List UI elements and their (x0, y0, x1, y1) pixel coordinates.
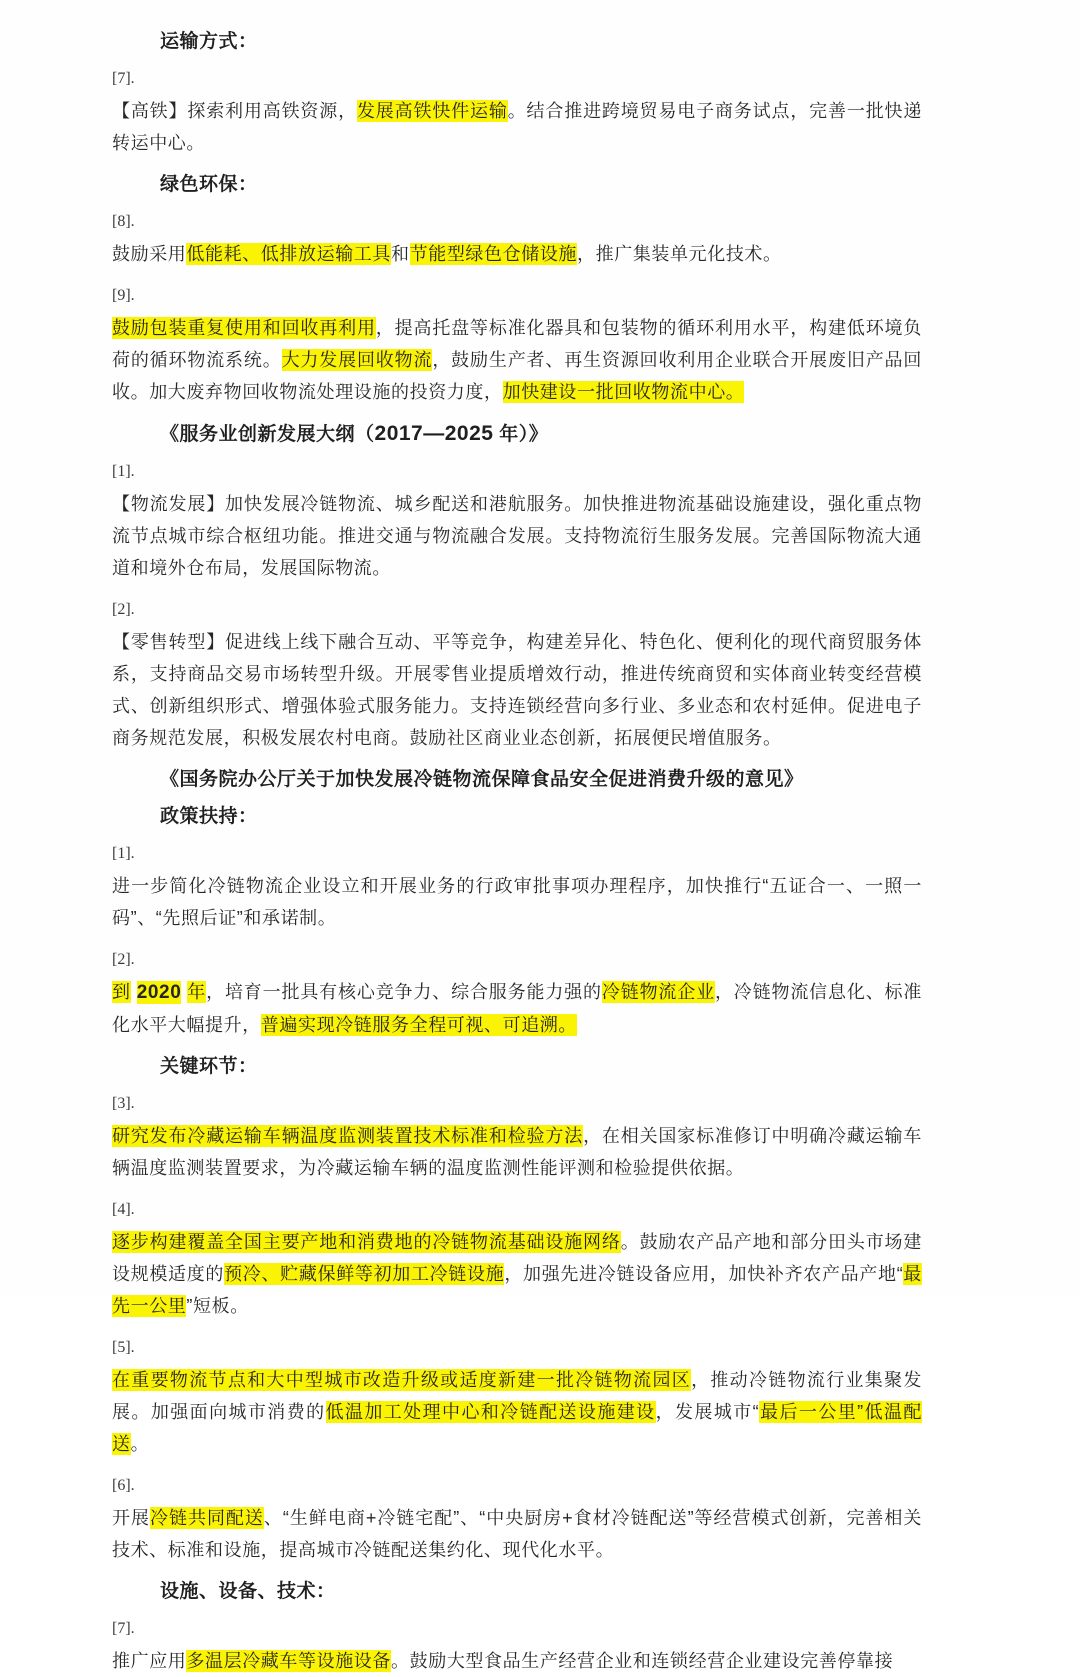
item-text (112, 1502, 922, 1566)
document-title (160, 418, 922, 451)
item-text (112, 95, 922, 159)
item-marker: [1]. (112, 463, 135, 480)
item-text (112, 870, 922, 934)
list-item (112, 1194, 922, 1322)
item-text (112, 1226, 922, 1322)
document-title-text (160, 418, 922, 451)
text-segment: 。鼓励大型食品生产经营企业和连锁经营企业建设完善停靠接 (391, 1651, 894, 1671)
text-segment: ，在相关国家标准修订中明确冷藏运输车辆温度监测装置要求，为冷藏运输车辆的温度监测性能评测和检验提供依据。 (112, 1126, 922, 1178)
item-marker: [2]. (112, 951, 135, 968)
section-heading (160, 1051, 922, 1083)
section-heading (160, 26, 922, 58)
list-item (112, 1088, 922, 1184)
list-item (112, 944, 922, 1041)
section-heading-text (160, 1576, 922, 1608)
section-heading-text (160, 26, 922, 58)
item-text (112, 488, 922, 584)
text-segment: 。结合推进跨境贸易电子商务试点，完善一批快递转运中心。 (112, 101, 922, 153)
highlighted-text: 逐步构建覆盖全国主要产地和消费地的冷链物流基础设施网络 (112, 1232, 621, 1252)
section-heading-text (160, 801, 922, 833)
list-item (112, 838, 922, 934)
highlighted-text: 到 (112, 982, 131, 1002)
highlighted-text: 发展高铁快件运输 (356, 101, 508, 121)
highlighted-text: 年 (187, 982, 207, 1002)
item-text (112, 1364, 922, 1460)
list-item (112, 594, 922, 754)
highlighted-text: 最先一公里 (112, 1264, 922, 1316)
section-heading (160, 169, 922, 201)
item-text (112, 238, 922, 270)
document-title-text (160, 764, 922, 796)
item-marker: [9]. (112, 287, 135, 304)
highlighted-text: 大力发展回收物流 (281, 350, 433, 370)
item-marker: [2]. (112, 601, 135, 618)
list-item (112, 206, 922, 270)
list-item (112, 280, 922, 408)
section-heading-text (160, 169, 922, 201)
text-segment: ，培育一批具有核心竞争力、综合服务能力强的 (206, 982, 602, 1002)
item-marker: [5]. (112, 1339, 135, 1356)
section-heading-text (160, 1051, 922, 1083)
text-segment: 进一步简化冷链物流企业设立和开展业务的行政审批事项办理程序，加快推行“五证合一、一照一码”、“先照后证”和承诺制。 (112, 876, 922, 928)
list-item (112, 456, 922, 584)
text-segment: 政策扶持： (160, 806, 258, 827)
text-segment: 绿色环保： (160, 174, 258, 195)
text-segment: 【物流发展】加快发展冷链物流、城乡配送和港航服务。加快推进物流基础设施建设，强化重点物流节点城市综合枢纽功能。推进交通与物流融合发展。支持物流衍生服务发展。完善国际物流大通道和境外仓布局，发展国际物流。 (112, 494, 922, 578)
text-segment: 【高铁】探索利用高铁资源， (112, 101, 357, 121)
text-segment: ，推动冷链物流行业集聚发展。加强面向城市消费的 (112, 1370, 923, 1422)
item-text (112, 976, 922, 1041)
text-segment: 运输方式： (160, 31, 258, 52)
item-marker: [6]. (112, 1477, 135, 1494)
highlighted-text: 鼓励包装重复使用和回收再利用 (112, 318, 376, 338)
text-segment: 开展 (112, 1508, 150, 1528)
item-marker: [1]. (112, 845, 135, 862)
item-text (112, 626, 922, 754)
text-segment: 设施、设备、技术： (160, 1581, 336, 1602)
text-segment: 年）》 (493, 424, 549, 445)
text-segment: 和 (391, 244, 410, 264)
highlighted-text: 最后一公里”低温配送 (112, 1402, 923, 1454)
highlighted-text: 低温加工处理中心和冷链配送设施建设 (325, 1402, 656, 1422)
text-segment: 2017—2025 (374, 422, 494, 445)
section-heading (160, 801, 922, 833)
text-segment: ，发展城市“ (655, 1402, 760, 1422)
text-segment: 关键环节： (160, 1056, 258, 1077)
highlighted-text: 节能型绿色仓储设施 (409, 244, 578, 264)
highlighted-text: 冷链物流企业 (601, 982, 715, 1002)
text-segment: 【零售转型】促进线上线下融合互动、平等竞争，构建差异化、特色化、便利化的现代商贸服务体系，支持商品交易市场转型升级。开展零售业提质增效行动，推进传统商贸和实体商业转变经营模式、创新组织形式、增强体验式服务能力。支持连锁经营向多行业、多业态和农村延伸。促进电子商务规范发展，积极发展农村电商。鼓励社区商业业态创新，拓展便民增值服务。 (112, 632, 922, 748)
highlighted-text: 2020 (136, 982, 182, 1003)
text-segment: 。 (130, 1434, 150, 1454)
highlighted-text: 在重要物流节点和大中型城市改造升级或适度新建一批冷链物流园区 (112, 1370, 692, 1390)
text-segment: ，加强先进冷链设备应用，加快补齐农产品产地“ (504, 1264, 904, 1284)
highlighted-text: 冷链共同配送 (149, 1508, 264, 1528)
item-marker: [8]. (112, 213, 135, 230)
text-segment: ，鼓励生产者、再生资源回收利用企业联合开展废旧产品回收。加大废弃物回收物流处理设施的投资力度， (112, 350, 922, 402)
document-content (112, 26, 922, 1677)
section-heading (160, 1576, 922, 1608)
item-marker: [4]. (112, 1201, 135, 1218)
text-segment: ”短板。 (186, 1296, 249, 1316)
text-segment: 、“生鲜电商+冷链宅配”、“中央厨房+食材冷链配送”等经营模式创新，完善相关技术、标准和设施，提高城市冷链配送集约化、现代化水平。 (112, 1508, 923, 1560)
item-text (112, 312, 922, 408)
list-item (112, 1613, 922, 1677)
list-item (112, 1332, 922, 1460)
text-segment: 《国务院办公厅关于加快发展冷链物流保障食品安全促进消费升级的意见》 (160, 769, 804, 790)
list-item (112, 63, 922, 159)
item-text (112, 1645, 922, 1677)
document-title (160, 764, 922, 796)
item-marker: [3]. (112, 1095, 135, 1112)
item-text (112, 1120, 922, 1184)
text-segment: ，提高托盘等标准化器具和包装物的循环利用水平，构建低环境负荷的循环物流系统。 (112, 318, 922, 370)
highlighted-text: 预冷、贮藏保鲜等初加工冷链设施 (224, 1264, 505, 1284)
text-segment (131, 982, 137, 1002)
item-marker: [7]. (112, 70, 135, 87)
text-segment: 鼓励采用 (112, 244, 187, 264)
highlighted-text: 研究发布冷藏运输车辆温度监测装置技术标准和检验方法 (112, 1126, 584, 1146)
text-segment: 推广应用 (112, 1651, 187, 1671)
text-segment: ，推广集装单元化技术。 (577, 244, 782, 264)
highlighted-text: 加快建设一批回收物流中心。 (502, 382, 745, 402)
text-segment: 《服务业创新发展大纲（ (160, 424, 375, 445)
highlighted-text: 低能耗、低排放运输工具 (186, 244, 392, 264)
text-segment: ，冷链物流信息化、标准化水平大幅提升， (112, 982, 923, 1035)
list-item (112, 1470, 922, 1566)
highlighted-text: 普遍实现冷链服务全程可视、可追溯。 (260, 1015, 578, 1035)
item-marker: [7]. (112, 1620, 135, 1637)
highlighted-text: 多温层冷藏车等设施设备 (186, 1651, 392, 1671)
text-segment: 。鼓励农产品产地和部分田头市场建设规模适度的 (112, 1232, 922, 1284)
